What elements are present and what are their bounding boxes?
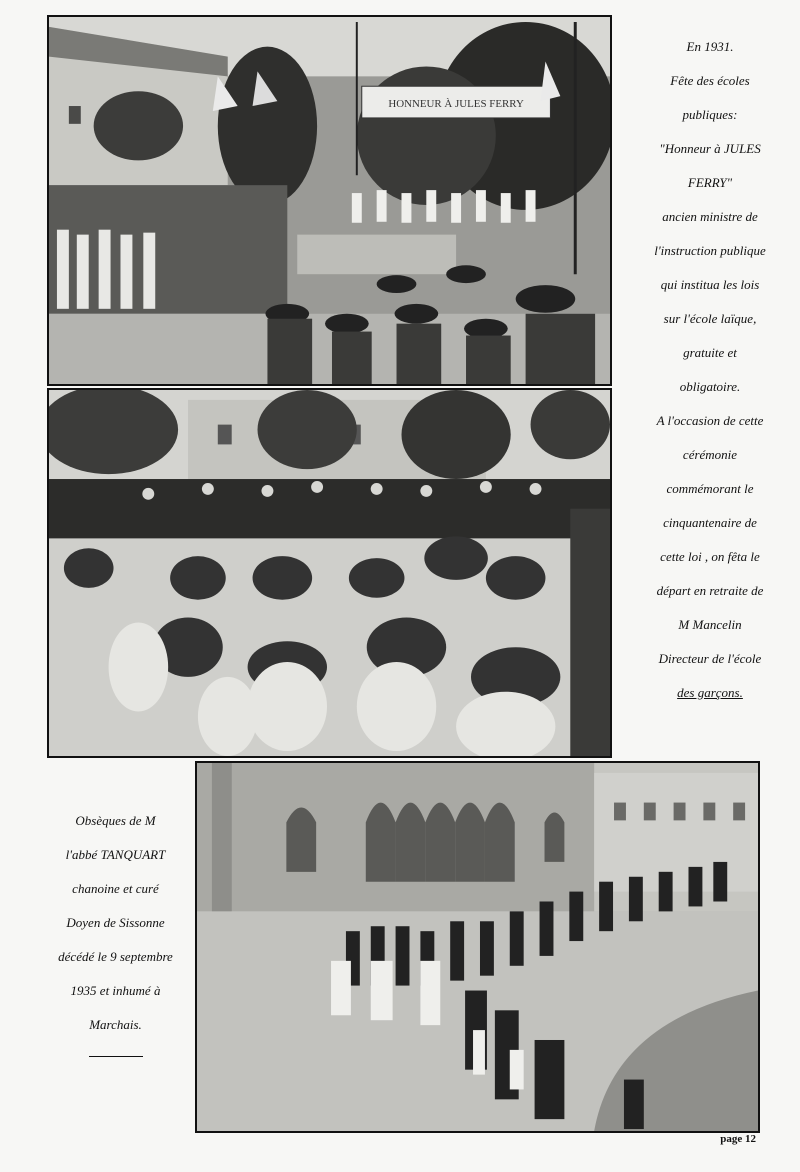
photo1-banner-text: HONNEUR À JULES FERRY [388, 98, 524, 111]
photo-ceremony-crowd [47, 388, 612, 758]
photo-ceremony-crowd-image [49, 390, 610, 756]
caption-line: départ en retraite de [656, 583, 764, 598]
caption-line: l'instruction publique [654, 243, 766, 258]
photo-funeral-procession-image [197, 763, 758, 1131]
caption-line: cérémonie [682, 447, 738, 462]
caption-line: gratuite et [683, 345, 737, 360]
caption-line: Obsèques de M [75, 813, 156, 828]
caption-line: Fête des écoles [670, 73, 750, 88]
caption-funeral [38, 804, 193, 1057]
caption-line: cette loi , on fêta le [660, 549, 760, 564]
caption-line: Marchais. [89, 1017, 142, 1032]
caption-line: ancien ministre de [662, 209, 758, 224]
caption-line: Directeur de l'école [658, 651, 762, 666]
caption-divider [89, 1056, 143, 1057]
caption-line: publiques: [682, 107, 738, 122]
caption-line: cinquantenaire de [663, 515, 757, 530]
caption-line: FERRY" [687, 175, 733, 190]
caption-line: Doyen de Sissonne [66, 915, 165, 930]
caption-line: commémorant le [666, 481, 754, 496]
photo-school-festival-1931 [47, 15, 612, 386]
caption-school-festival [620, 30, 800, 710]
caption-line: M Mancelin [678, 617, 742, 632]
caption-line: l'abbé TANQUART [65, 847, 166, 862]
caption-line: qui institua les lois [660, 277, 760, 292]
caption-line-underlined: des garçons. [677, 685, 743, 700]
caption-line: "Honneur à JULES [659, 141, 761, 156]
caption-line: sur l'école laïque, [663, 311, 757, 326]
caption-line: décédé le 9 septembre [58, 949, 173, 964]
caption-line: A l'occasion de cette [656, 413, 764, 428]
caption-line: En 1931. [686, 39, 734, 54]
caption-line: chanoine et curé [72, 881, 159, 896]
photo-school-festival-image [49, 17, 610, 384]
photo-funeral-procession [195, 761, 760, 1133]
caption-line: obligatoire. [679, 379, 741, 394]
caption-line: 1935 et inhumé à [70, 983, 161, 998]
page-number: page 12 [720, 1133, 756, 1145]
